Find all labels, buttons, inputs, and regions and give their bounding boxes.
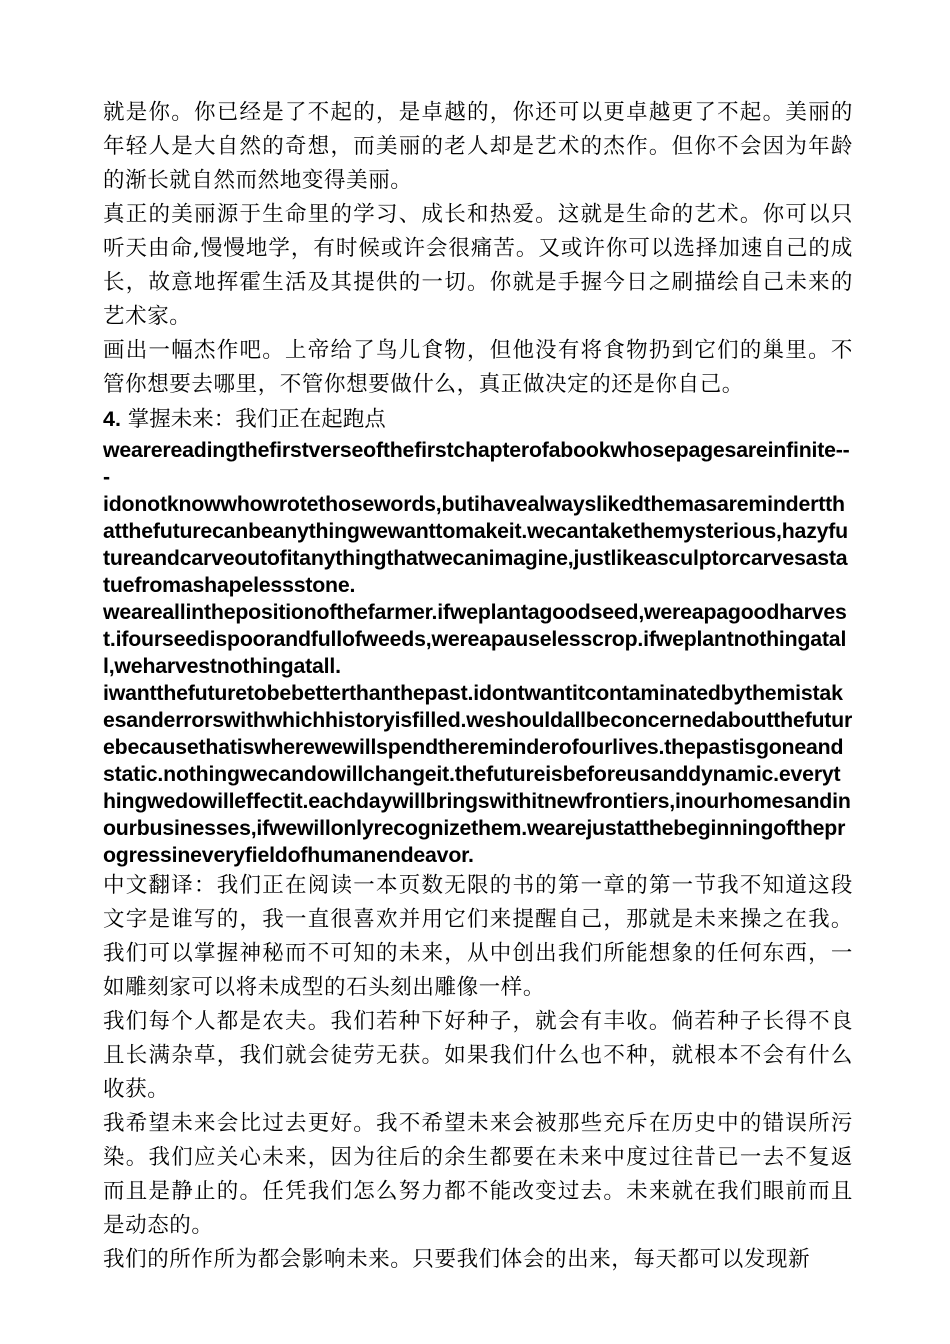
section-heading — [103, 402, 853, 437]
english-paragraph-3: weareallinthepositionofthefarmer.ifweplantagoodseed,wereapagoodharvest.ifourseedispoorandfullofweeds,wereapauselesscrop.ifweplantnothingatall,weharvestnothingatall. — [103, 600, 847, 678]
english-paragraph-4: iwantthefuturetobebetterthanthepast.idontwantitcontaminatedbythemistakesanderrorswithwhichhistoryisfilled.weshouldallbeconcernedaboutthefuturebecausethatiswherewewillspendthereminderofourlives.thepastisgoneandstatic.nothingwecandowillchangeit.thefutureisbeforeusanddynamic.everythingwedowilleffectit.eachdaywillbringswithitnewfrontiers,inourhomesandinourbusinesses,ifwewillonlyrecognizethem.wearejustatthebeginningoftheprogressineveryfieldofhumanendeavor. — [103, 681, 853, 867]
section-title: 掌握未来：我们正在起跑点 — [127, 407, 386, 432]
body-paragraph-2: 真正的美丽源于生命里的学习、成长和热爱。这就是生命的艺术。你可以只听天由命,慢慢地学，有时候或许会很痛苦。又或许你可以选择加速自己的成长，故意地挥霍生活及其提供的一切。你就是手握今日之刷描绘自己未来的艺术家。 — [103, 202, 853, 329]
body-paragraph-3: 画出一幅杰作吧。上帝给了鸟儿食物，但他没有将食物扔到它们的巢里。不管你想要去哪里，不管你想要做什么，真正做决定的还是你自己。 — [103, 338, 853, 397]
section-number: 4. — [103, 407, 121, 431]
translation-paragraph-3: 我希望未来会比过去更好。我不希望未来会被那些充斥在历史中的错误所污染。我们应关心未来，因为往后的余生都要在未来中度过往昔已一去不复返而且是静止的。任凭我们怎么努力都不能改变过去。未来就在我们眼前而且是动态的。 — [103, 1111, 853, 1238]
translation-paragraph-2: 我们每个人都是农夫。我们若种下好种子，就会有丰收。倘若种子长得不良且长满杂草，我们就会徒劳无获。如果我们什么也不种，就根本不会有什么收获。 — [103, 1009, 853, 1102]
document-page — [103, 96, 853, 1277]
english-paragraph-1: wearereadingthefirstverseofthefirstchapterofabookwhosepagesareinfinite--- — [103, 438, 850, 489]
body-paragraph-1: 就是你。你已经是了不起的，是卓越的，你还可以更卓越更了不起。美丽的年轻人是大自然的奇想，而美丽的老人却是艺术的杰作。但你不会因为年龄的渐长就自然而然地变得美丽。 — [103, 100, 853, 193]
translation-paragraph-4: 我们的所作所为都会影响未来。只要我们体会的出来，每天都可以发现新 — [103, 1247, 811, 1272]
translation-paragraph-1: 中文翻译：我们正在阅读一本页数无限的书的第一章的第一节我不知道这段文字是谁写的，我一直很喜欢并用它们来提醒自己，那就是未来操之在我。我们可以掌握神秘而不可知的未来，从中创出我们所能想象的任何东西，一如雕刻家可以将未成型的石头刻出雕像一样。 — [103, 873, 853, 1000]
english-paragraph-2: idonotknowwhowrotethosewords,butihavealwayslikedthemasaremindertthatthefuturecanbeanythingwewanttomakeit.wecantakethemysterious,hazyfutureandcarveoutofitanythingthatwecanimagine,justlikeasculptorcarvesastatuefromashapelessstone. — [103, 492, 848, 597]
